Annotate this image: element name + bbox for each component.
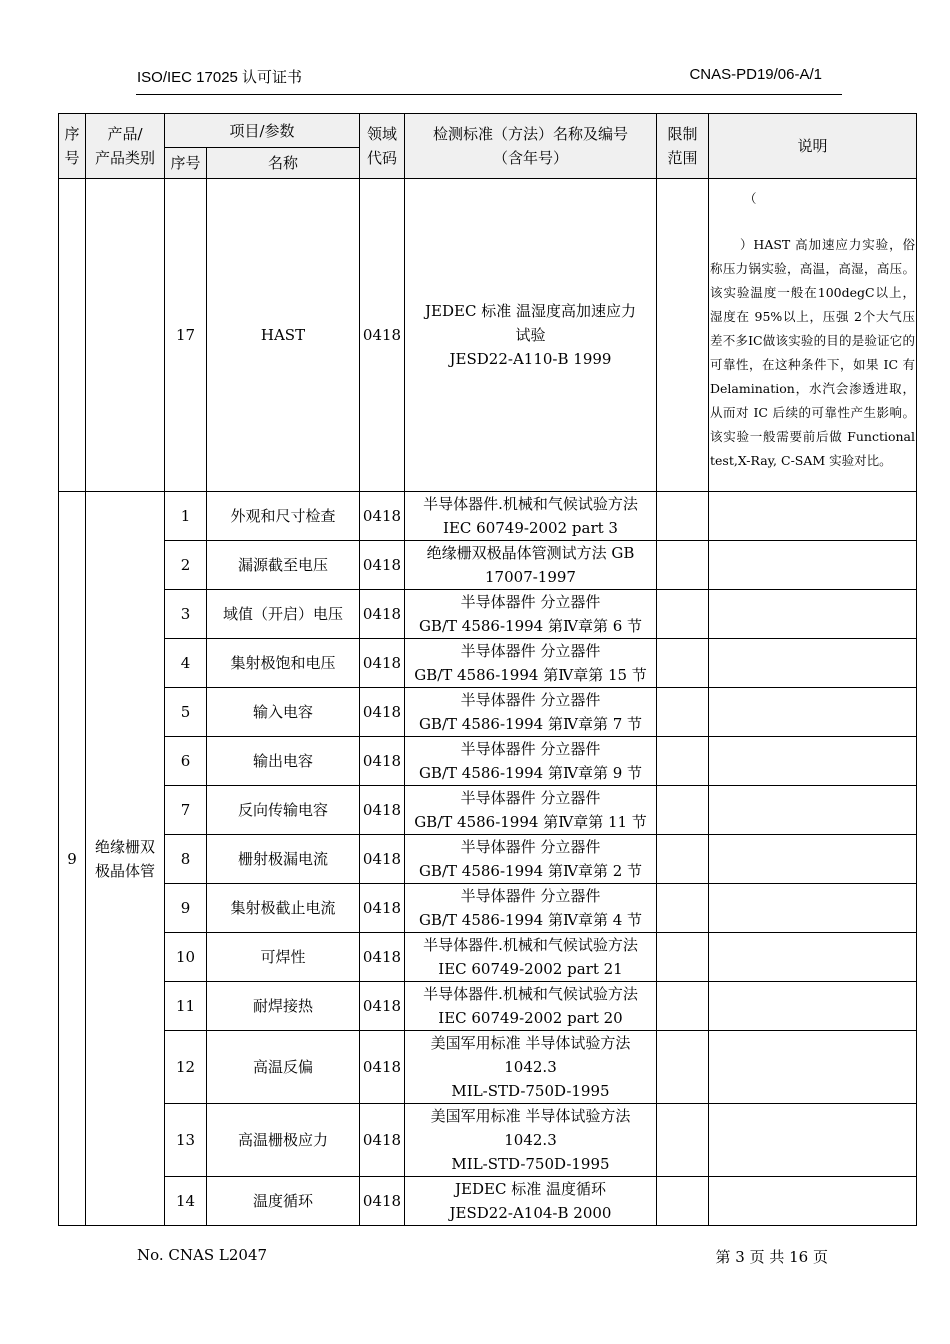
cell-item-seq: 2	[165, 541, 207, 590]
col-header-product-label: 产品/ 产品类别	[94, 125, 155, 167]
cell-limit	[657, 737, 709, 786]
cell-remark	[709, 835, 917, 884]
cell-limit	[657, 179, 709, 492]
cell-item-name: 温度循环	[207, 1177, 360, 1226]
footer-cnas-number: No. CNAS L2047	[137, 1246, 268, 1264]
cell-remark	[709, 639, 917, 688]
header-rule	[136, 94, 842, 95]
cell-field-code: 0418	[360, 933, 405, 982]
cell-item-name: 域值（开启）电压	[207, 590, 360, 639]
footer-page-indicator: 第 3 页 共 16 页	[715, 1248, 828, 1266]
cell-standard: 半导体器件 分立器件 GB/T 4586-1994 第Ⅳ章第 15 节	[405, 639, 657, 688]
cell-item-seq: 3	[165, 590, 207, 639]
header-certificate-title: ISO/IEC 17025 认可证书	[137, 69, 303, 86]
col-header-item-group: 项目/参数	[165, 114, 360, 148]
cell-field-code: 0418	[360, 786, 405, 835]
cell-limit	[657, 933, 709, 982]
cell-item-seq: 10	[165, 933, 207, 982]
cell-standard: 半导体器件 分立器件 GB/T 4586-1994 第Ⅳ章第 7 节	[405, 688, 657, 737]
col-header-remark: 说明	[709, 114, 917, 179]
remark-text: ）HAST 高加速应力实验，俗称压力锅实验，高温，高湿，高压。该实验温度一般在100degC以上，湿度在 95%以上，压强 2个大气压差不多IC做该实验的目的是验证它的可靠性，在这种条件下，如果 IC 有 Delamination，水汽会渗透进取，从而对 IC 后续的可靠性产生影响。该实验一般需要前后做 Functional test,X-Ray, C-SAM 实验对比。	[710, 237, 915, 468]
table-row	[59, 737, 917, 786]
cell-item-name: 漏源截至电压	[207, 541, 360, 590]
cell-limit	[657, 688, 709, 737]
cell-standard: 半导体器件.机械和气候试验方法 IEC 60749-2002 part 21	[405, 933, 657, 982]
cell-standard: 半导体器件.机械和气候试验方法 IEC 60749-2002 part 3	[405, 492, 657, 541]
cell-field-code: 0418	[360, 639, 405, 688]
cell-limit	[657, 541, 709, 590]
cell-standard: 半导体器件 分立器件 GB/T 4586-1994 第Ⅳ章第 2 节	[405, 835, 657, 884]
cell-field-code: 0418	[360, 982, 405, 1031]
cell-limit	[657, 1031, 709, 1104]
cell-limit	[657, 982, 709, 1031]
cell-remark	[709, 1177, 917, 1226]
cell-limit	[657, 590, 709, 639]
accreditation-scope-table	[58, 113, 917, 1226]
table-row	[59, 835, 917, 884]
cell-item-seq: 5	[165, 688, 207, 737]
table-row-hast	[59, 179, 917, 492]
cell-standard: 美国军用标准 半导体试验方法 1042.3 MIL-STD-750D-1995	[405, 1031, 657, 1104]
cell-field-code: 0418	[360, 835, 405, 884]
cell-field-code: 0418	[360, 590, 405, 639]
cell-field-code: 0418	[360, 737, 405, 786]
cell-item-seq: 9	[165, 884, 207, 933]
cell-remark	[709, 179, 917, 492]
cell-remark	[709, 1104, 917, 1177]
cell-item-name: 栅射极漏电流	[207, 835, 360, 884]
table-row	[59, 492, 917, 541]
cell-item-seq: 8	[165, 835, 207, 884]
header-document-code: CNAS-PD19/06-A/1	[689, 66, 822, 83]
cell-standard: 美国军用标准 半导体试验方法 1042.3 MIL-STD-750D-1995	[405, 1104, 657, 1177]
cell-limit	[657, 1177, 709, 1226]
col-header-seq	[59, 114, 86, 179]
cell-item-seq: 6	[165, 737, 207, 786]
cell-group-product: 绝缘栅双 极晶体管	[86, 492, 165, 1226]
cell-standard: 半导体器件 分立器件 GB/T 4586-1994 第Ⅳ章第 6 节	[405, 590, 657, 639]
cell-limit	[657, 786, 709, 835]
cell-standard: JEDEC 标准 温度循环 JESD22-A104-B 2000	[405, 1177, 657, 1226]
cell-item-name: 反向传输电容	[207, 786, 360, 835]
cell-standard: 半导体器件 分立器件 GB/T 4586-1994 第Ⅳ章第 11 节	[405, 786, 657, 835]
cell-item-name: 集射极饱和电压	[207, 639, 360, 688]
cell-item-name: 耐焊接热	[207, 982, 360, 1031]
cell-item-name: 外观和尺寸检查	[207, 492, 360, 541]
cell-remark	[709, 541, 917, 590]
cell-remark	[709, 737, 917, 786]
cell-standard: 绝缘栅双极晶体管测试方法 GB 17007-1997	[405, 541, 657, 590]
remark-open-paren: （	[744, 191, 757, 206]
col-header-field-code	[360, 114, 405, 179]
cell-item-seq: 11	[165, 982, 207, 1031]
cell-remark	[709, 590, 917, 639]
cell-limit	[657, 884, 709, 933]
cell-group-seq: 9	[59, 492, 86, 1226]
table-row	[59, 541, 917, 590]
cell-limit	[657, 639, 709, 688]
table-row	[59, 1177, 917, 1226]
cell-item-seq: 13	[165, 1104, 207, 1177]
cell-remark	[709, 933, 917, 982]
table-row	[59, 982, 917, 1031]
cell-limit	[657, 1104, 709, 1177]
cell-item-name: 可焊性	[207, 933, 360, 982]
cell-item-name: 高温栅极应力	[207, 1104, 360, 1177]
cell-item-seq: 12	[165, 1031, 207, 1104]
cell-field-code: 0418	[360, 492, 405, 541]
col-header-field-code-label: 领域 代码	[366, 125, 397, 167]
cell-field-code: 0418	[360, 541, 405, 590]
cell-item-name: 集射极截止电流	[207, 884, 360, 933]
col-header-seq-label: 序 号	[64, 125, 80, 167]
cell-item-name: HAST	[207, 179, 360, 492]
cell-item-name: 输入电容	[207, 688, 360, 737]
cell-field-code: 0418	[360, 1104, 405, 1177]
cell-field-code: 0418	[360, 1177, 405, 1226]
col-header-limit	[657, 114, 709, 179]
cell-remark	[709, 884, 917, 933]
cell-remark	[709, 982, 917, 1031]
col-header-limit-label: 限制 范围	[667, 125, 698, 167]
table-row	[59, 1031, 917, 1104]
cell-limit	[657, 835, 709, 884]
table-row	[59, 786, 917, 835]
table-row	[59, 1104, 917, 1177]
table-row	[59, 688, 917, 737]
cell-item-seq: 14	[165, 1177, 207, 1226]
cell-standard: 半导体器件 分立器件 GB/T 4586-1994 第Ⅳ章第 9 节	[405, 737, 657, 786]
col-header-standard	[405, 114, 657, 179]
col-header-item-seq: 序号	[165, 148, 207, 179]
cell-remark	[709, 786, 917, 835]
cell-field-code: 0418	[360, 884, 405, 933]
table-row	[59, 639, 917, 688]
table-row	[59, 590, 917, 639]
cell-item-name: 高温反偏	[207, 1031, 360, 1104]
cell-field-code: 0418	[360, 688, 405, 737]
cell-field-code: 0418	[360, 179, 405, 492]
cell-item-seq: 4	[165, 639, 207, 688]
cell-standard: 半导体器件 分立器件 GB/T 4586-1994 第Ⅳ章第 4 节	[405, 884, 657, 933]
cell-remark	[709, 492, 917, 541]
cell-item-seq: 7	[165, 786, 207, 835]
col-header-item-name: 名称	[207, 148, 360, 179]
cell-standard-text: JEDEC 标准 温湿度高加速应力 试验 JESD22-A110-B 1999	[425, 302, 636, 368]
cell-standard	[405, 179, 657, 492]
col-header-standard-label: 检测标准（方法）名称及编号 （含年号）	[432, 125, 628, 167]
cell-item-seq: 17	[165, 179, 207, 492]
cell-empty-seq	[59, 179, 86, 492]
table-row	[59, 933, 917, 982]
col-header-product	[86, 114, 165, 179]
cell-remark	[709, 688, 917, 737]
cell-limit	[657, 492, 709, 541]
cell-item-name: 输出电容	[207, 737, 360, 786]
cell-standard: 半导体器件.机械和气候试验方法 IEC 60749-2002 part 20	[405, 982, 657, 1031]
cell-item-seq: 1	[165, 492, 207, 541]
cell-remark	[709, 1031, 917, 1104]
table-row	[59, 884, 917, 933]
cell-empty-product	[86, 179, 165, 492]
cell-field-code: 0418	[360, 1031, 405, 1104]
